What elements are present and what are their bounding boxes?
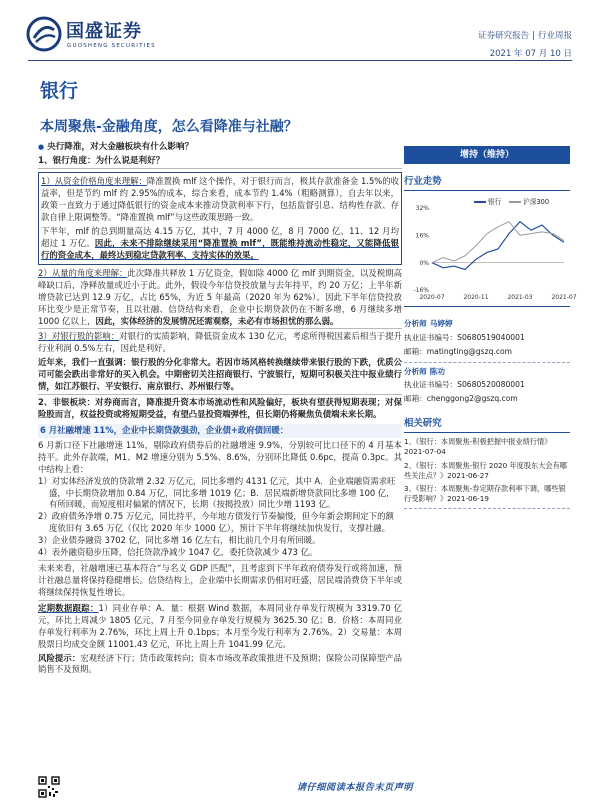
- divider: [404, 432, 570, 433]
- legend-item-csi300: [509, 198, 549, 206]
- analyst-name: 马婷婷: [429, 319, 453, 329]
- paragraph-text: 降准置换 mlf 这个操作，对于银行而言，极其存款准备金 1.5%的收益率，但是节约 mlf 约 2.95%的成本，综合来看，成本节约 1.4%（粗略测算），自去年以来，政策一直致力于通过降低银行的资金成本来推动贷款利率下行，包括监督引息、结构性存款、存款自律上限调整等。“降准置换 mlf”与这些政策思路一致。: [41, 176, 399, 223]
- logo-text-cn: 国盛证券: [66, 21, 142, 42]
- divider: [38, 600, 402, 601]
- y-tick-label: 0%: [419, 260, 429, 268]
- paragraph-lead: 2）从量的角度来理解：: [38, 267, 128, 278]
- analyst-block: [404, 319, 570, 405]
- analyst-name-row: [404, 319, 570, 330]
- paragraph-text: 此次降准共释放 1 万亿资金，假如除 4000 亿 mlf 到期资金，以及税期高峰缺口后，净释放量或近小于此。此外，假设今年信贷投放量与去年持平，约 20 万亿；上半年新增贷款已达到 12.9 万亿，占比 65%，为近 5 年最高（2020 年为 62%）。因此下半年信贷投放环比变少是正常节奏，且以社融、信贷结构来看，企业中长期贷款仍在不断多增，6 月继续多增 1000 亿以上，: [38, 267, 403, 326]
- analyst-label: 分析师: [404, 366, 427, 376]
- paragraph-non-bank: [38, 397, 402, 421]
- section-heading-rrr-cut: ● 央行降准，对大金融板块有什么影响？: [38, 141, 402, 153]
- qr-code-icon: [38, 776, 60, 798]
- list-item: 3）企业债券融资 3702 亿，同比多增 16 亿左右，相比前几个月有所回暖。: [38, 535, 321, 546]
- x-tick-label: 2020-07: [419, 294, 445, 302]
- section-heading-social-financing: 6 月社融增速 11%，企业中长期贷款强劲，企业债+政府债回暖：: [38, 424, 402, 438]
- legend-label: 沪深300: [523, 198, 550, 207]
- cert-number: S0680519040001: [457, 333, 525, 343]
- chart-legend: [474, 198, 555, 207]
- analyst-name: 陈功: [429, 366, 445, 376]
- rating-badge: 增持（维持）: [404, 146, 570, 164]
- subheading-bank-view: 1、银行角度：为什么说是利好？: [38, 156, 165, 167]
- report-date: 2021 年 07 月 10 日: [489, 49, 572, 59]
- report-type-separator: |: [532, 31, 535, 41]
- report-title: 本周聚焦-金融角度，怎么看降准与社融？: [40, 119, 298, 135]
- trend-section-title: 行业走势: [404, 176, 442, 187]
- paragraph-emphasis: 因此，未来不排除继续采用“降准置换 mlf”，既能维持流动性稳定，又能降低银行的资金成本，最终达到稳定贷款利率、支持实体的效果。: [41, 238, 400, 260]
- divider: [38, 168, 402, 169]
- report-type-label: 证券研究报告: [478, 31, 530, 41]
- paragraph-text: 对银行的实质影响，降低资金成本 130 亿元，考虑所得税因素后相当于提升行业利润 0.5%左右，因此是利好。: [38, 331, 402, 354]
- cert-label: 执业证书编号：: [404, 333, 458, 343]
- paragraph-data-tracking: [38, 603, 402, 651]
- report-subtype-label: 行业周报: [537, 31, 572, 41]
- analyst-cert-row: [404, 333, 570, 344]
- divider: [404, 508, 570, 509]
- related-report-link[interactable]: 2、《银行：本周聚焦-银行 2020 年度股东大会有哪些关注点？》2021-06-27: [404, 460, 567, 480]
- divider: [38, 328, 402, 329]
- related-report-link[interactable]: 3、《银行：本周聚焦-券定期存款利率下调，哪些银行受影响？》2021-06-19: [404, 484, 566, 503]
- related-research-title: 相关研究: [404, 418, 442, 430]
- paragraph-emphasis: 因此，实体经济的发展情况还需观察，未必有市场担忧的那么弱。: [95, 315, 339, 326]
- divider: [404, 190, 570, 191]
- paragraph-text: 下半年，mlf 的总到期量高达 4.15 万亿，其中，7 月 4000 亿，8 月 7000 亿、11、12 月均超过 1 万亿。: [41, 226, 399, 249]
- company-logo: [26, 16, 166, 54]
- paragraph-mlf-maturity: [41, 226, 399, 262]
- list-item: 1）对实体经济发放的贷款增 2.32 万亿元，同比多增约 4131 亿元，其中 A．企业端融资需求旺盛，中长期贷款增加 0.84 万亿，同比多增 1019 亿；B．居民端新增贷款同比多增 100 亿，有所回暖，而短度相对偏紧的情况下，长期（按揭投放）同比少增 1193 亿。: [38, 475, 396, 510]
- paragraph-text: 对券商而言，降准提升资本市场流动性和风险偏好，板块有望获得短期表现；对保险股而言，权益投资或将短期受益，有望凸显投资端弹性，但长期仍将聚焦负债端未来长期。: [38, 397, 403, 419]
- divider: [38, 394, 402, 395]
- tsf-structure-list: [38, 476, 402, 559]
- cert-label: 执业证书编号：: [404, 380, 458, 390]
- series-line-bank: [432, 222, 564, 270]
- paragraph-text: 1）同业存单：A．量：根据 Wind 数据，本周同业存单发行规模为 3319.70 亿元，环比上周减少 1805 亿元，7 月至今同业存单发行规模为 3625.30 亿；B．价格：本周同业存单发行利率为 2.76%，环比上周上升 0.1bps；本月至今发行利率为 2.76%。2）交易量：本周股票日均成交金额 11001.43 亿元，环比上周上升 1041.99 亿元。: [38, 602, 402, 649]
- cert-number: S0680520080001: [457, 380, 525, 390]
- chart-canvas: [404, 194, 577, 304]
- legend-label: 银行: [488, 198, 502, 207]
- y-tick-label: 16%: [415, 232, 429, 240]
- report-body: [38, 141, 402, 676]
- y-tick-label: 32%: [415, 205, 429, 213]
- email-link[interactable]: chenggong2@gszq.com: [426, 394, 518, 404]
- logo-emblem-icon: [26, 16, 62, 52]
- divider: [404, 362, 570, 363]
- analyst-email-row: [404, 394, 570, 405]
- email-link[interactable]: matingting@gszq.com: [426, 346, 513, 356]
- paragraph-tsf-overview: 6 月新口径下社融增速 11%，剔除政府债券后的社融增速 9.9%，分别较可比口径下的 4 月基本持平。此外存款端，M1、M2 增速分别为 5.5%、8.6%，分别环比降低 0.6pc，提高 0.3pc。其中结构上看：: [38, 439, 402, 474]
- x-tick-label: 2020-11: [463, 294, 489, 302]
- legend-swatch: [474, 201, 486, 203]
- analyst-label: 分析师: [404, 319, 427, 329]
- paragraph-risk: [38, 653, 402, 677]
- divider: [38, 560, 402, 561]
- paragraph-lead: 1）从资金价格角度来理解：: [41, 176, 147, 187]
- footer-disclaimer: 请仔细阅读本报告末页声明: [296, 782, 414, 793]
- paragraph-lead: 2、非银板块：: [38, 397, 96, 408]
- x-tick-label: 2021-03: [507, 294, 533, 302]
- paragraph-capital-cost: [41, 176, 399, 224]
- paragraph-volume: [38, 268, 402, 328]
- analyst-cert-row: [404, 380, 570, 391]
- sidebar: [404, 141, 577, 509]
- email-label: 邮箱：: [404, 346, 427, 356]
- analyst-name-row: [404, 367, 570, 378]
- page-header: [0, 0, 600, 62]
- email-label: 邮箱：: [404, 394, 427, 404]
- paragraph-lead: 定期数据跟踪：: [38, 602, 99, 613]
- paragraph-recommendation: 近年来，我们一直强调：银行股的分化非常大。若因市场风格转换继续带来银行股的下跌，优质公司可能会跌出非常好的买入机会。中期密切关注招商银行、宁波银行，短期可积极关注中报业绩行情，如江苏银行、平安银行、南京银行、苏州银行等。: [38, 357, 402, 392]
- analyst-email-row: [404, 347, 570, 358]
- paragraph-lead: 3）对银行股的影响：: [38, 331, 120, 342]
- list-item: 2）政府债务净增 0.75 万亿元，同比持平，今年地方债发行节奏偏慢，但今年新会期间定下的额度依旧有 3.65 万亿（仅比 2020 年少 1000 亿），预计下半年将继续加快发行，支撑社融。: [38, 511, 394, 534]
- industry-category: 银行: [40, 80, 79, 102]
- report-type: [478, 30, 572, 42]
- paragraph-text: 宏观经济下行；货币政策转向；资本市场改革政策推进不及预期；保险公司保障型产品销售不及预期。: [38, 652, 403, 675]
- page-footer: [0, 776, 600, 800]
- highlight-box-capital-cost: [38, 172, 402, 264]
- paragraph-bank-stocks: [38, 331, 402, 355]
- x-tick-label: 2021-07: [551, 294, 577, 302]
- related-report-link[interactable]: 1、《银行：本周聚焦-积极把握中报业绩行情》2021-07-04: [404, 437, 552, 457]
- y-tick-label: -16%: [413, 287, 429, 295]
- divider: [404, 306, 570, 307]
- paragraph-lead: 风险提示：: [38, 652, 81, 663]
- header-divider: [28, 60, 572, 61]
- legend-swatch: [509, 201, 521, 203]
- legend-item-bank: [474, 198, 501, 206]
- paragraph-outlook: 未来来看，社融增速已基本符合“与名义 GDP 匹配”，且考虑到下半年政府债券发行或将加速，预计社融总量将保持稳健增长。信贷结构上，企业端中长期需求仍相对旺盛，居民端消费贷下半年或将继续保持恢复性增长。: [38, 563, 402, 597]
- industry-trend-chart: [404, 194, 577, 304]
- logo-text-en: GUOSHENG SECURITIES: [67, 43, 156, 49]
- list-item: 4）表外融资稳步压降，信托贷款净减少 1047 亿，委托贷款减少 473 亿。: [38, 547, 318, 558]
